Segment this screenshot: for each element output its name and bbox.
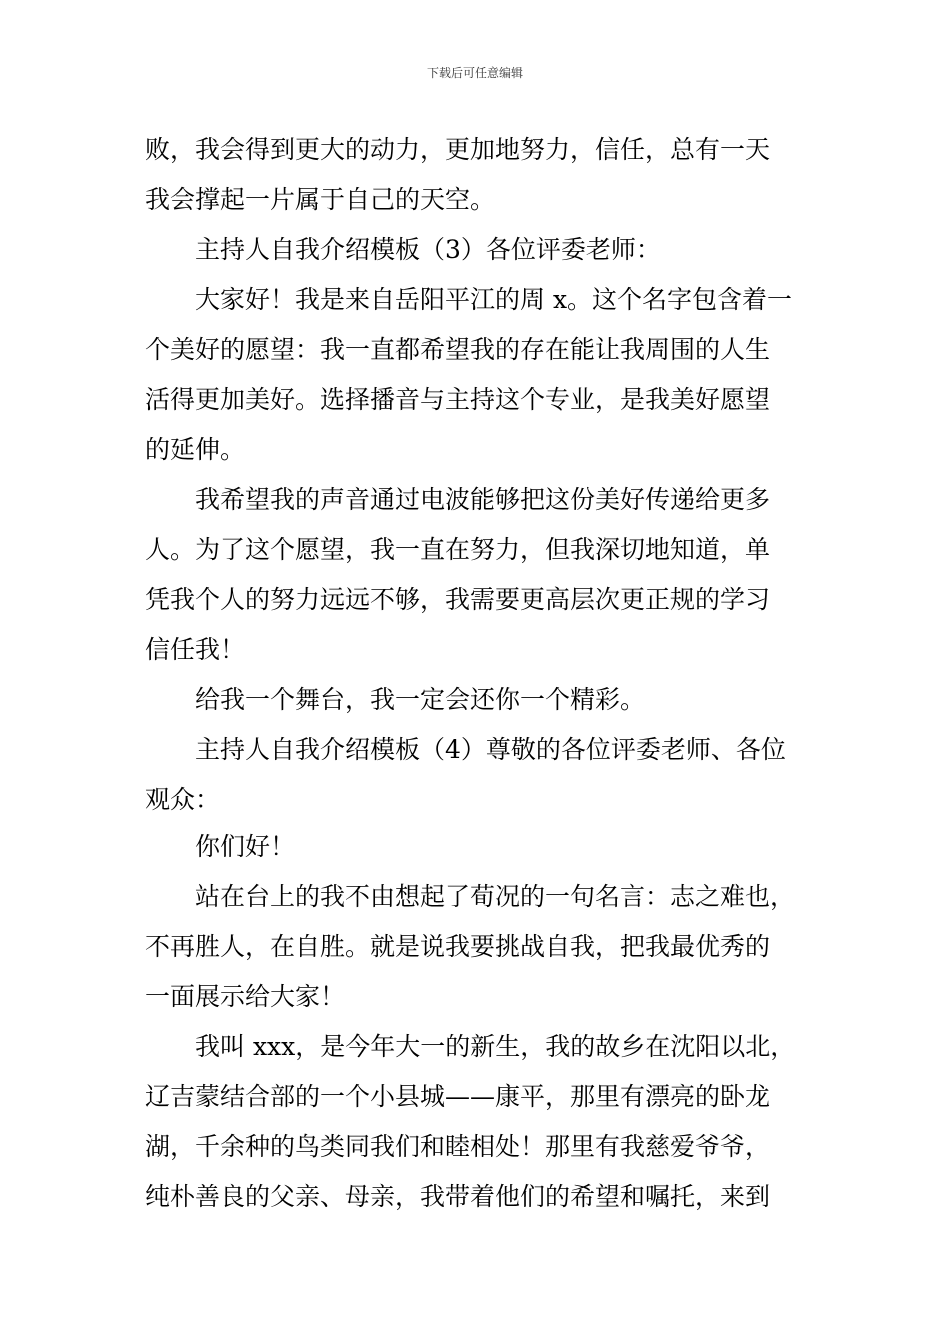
text-line: 活得更加美好。选择播音与主持这个专业，是我美好愿望: [145, 385, 771, 414]
text-line: 站在台上的我不由想起了荀况的一句名言：志之难也，: [145, 882, 796, 911]
text-line: 纯朴善良的父亲、母亲，我带着他们的希望和嘱托，来到: [145, 1182, 771, 1211]
text-line: 一面展示给大家！: [145, 982, 346, 1011]
text-line: 败，我会得到更大的动力，更加地努力，信任，总有一天: [145, 135, 771, 164]
text-line: 凭我个人的努力远远不够，我需要更高层次更正规的学习: [145, 585, 771, 614]
text-line: 你们好！: [145, 832, 296, 861]
text-line: 人。为了这个愿望，我一直在努力，但我深切地知道，单: [145, 535, 771, 564]
text-line: 我希望我的声音通过电波能够把这份美好传递给更多: [145, 485, 771, 514]
text-line: 我会撑起一片属于自己的天空。: [145, 185, 496, 214]
text-line: 我叫 xxx，是今年大一的新生，我的故乡在沈阳以北，: [145, 1032, 796, 1061]
text-line: 主持人自我介绍模板（3）各位评委老师：: [145, 235, 661, 264]
text-line: 信任我！: [145, 635, 246, 664]
text-line: 主持人自我介绍模板（4）尊敬的各位评委老师、各位: [145, 735, 786, 764]
page-header: 下载后可任意编辑: [426, 66, 523, 80]
text-line: 湖，千余种的鸟类同我们和睦相处！那里有我慈爱爷爷，: [145, 1132, 771, 1161]
text-line: 不再胜人，在自胜。就是说我要挑战自我，把我最优秀的: [145, 932, 771, 961]
text-line: 观众：: [145, 785, 221, 814]
text-line: 辽吉蒙结合部的一个小县城——康平，那里有漂亮的卧龙: [145, 1082, 771, 1111]
text-line: 的延伸。: [145, 435, 246, 464]
text-line: 大家好！我是来自岳阳平江的周 x。这个名字包含着一: [145, 285, 793, 314]
text-line: 个美好的愿望：我一直都希望我的存在能让我周围的人生: [145, 335, 771, 364]
text-line: 给我一个舞台，我一定会还你一个精彩。: [145, 685, 646, 714]
